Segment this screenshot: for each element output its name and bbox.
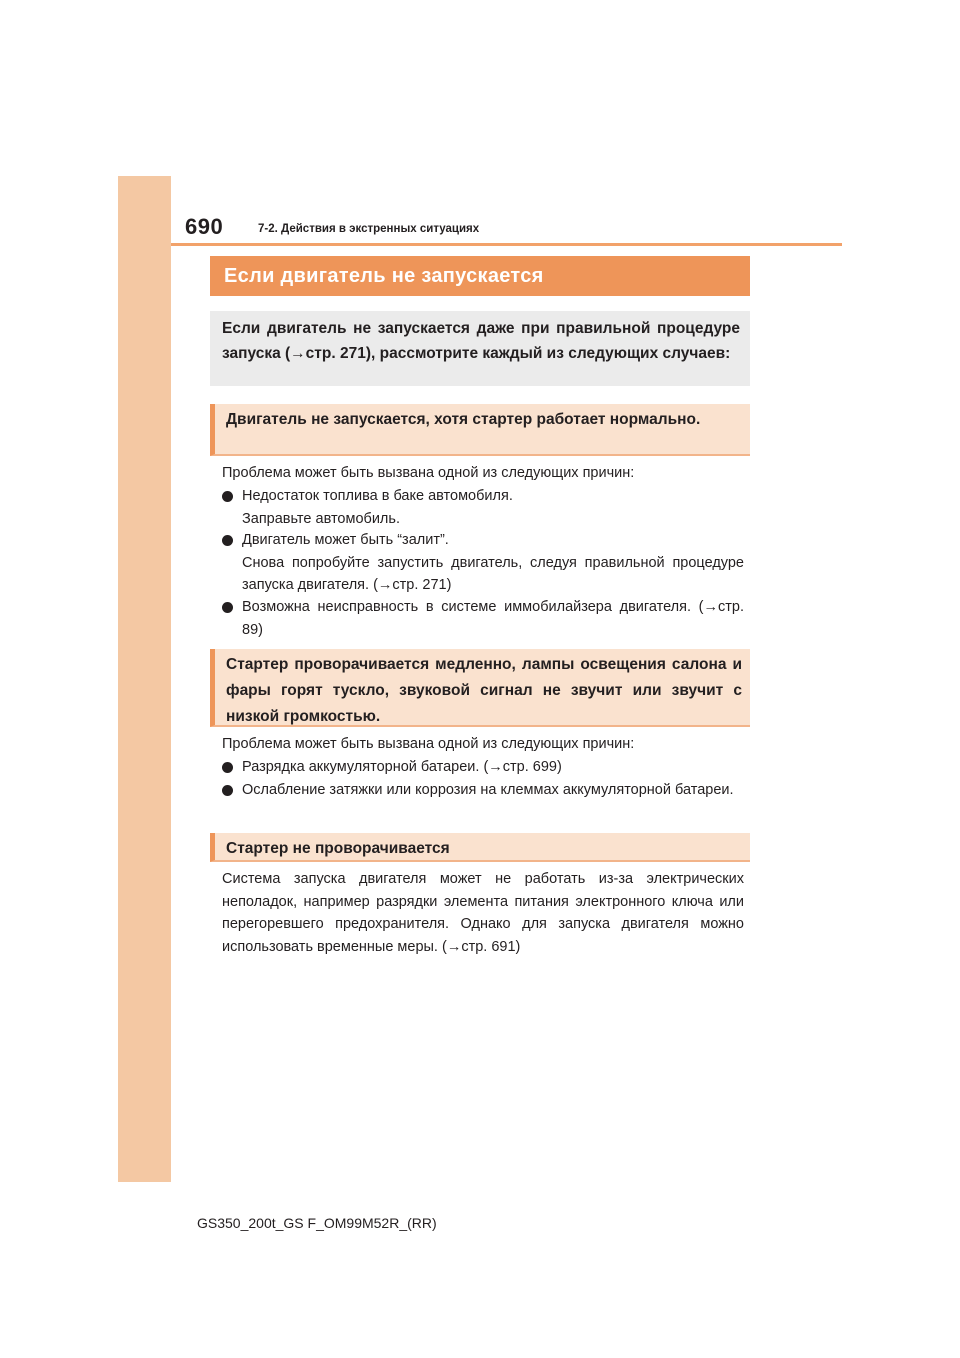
page-number: 690 [185,214,224,239]
bullet-text: Ослабление затяжки или коррозия на клеммах аккумуляторной батареи. [242,782,734,798]
section-heading-starter-slow: Стартер проворачивается медленно, лампы освещения салона и фары горят тускло, звуковой сигнал не звучит или звучит с низкой громкостью. [210,649,750,727]
list-item [222,485,744,530]
section-heading-starter-not-turning: Стартер не проворачивается [210,833,750,862]
bullet-text: Возможна неисправность в системе иммобилайзера двигателя. (→стр. 89) [242,599,744,638]
bullet-text: Двигатель может быть “залит”. [242,532,449,548]
side-tab-bar [118,176,171,1182]
list-item [222,779,744,802]
bullet-text: Недостаток топлива в баке автомобиля. [242,488,513,504]
bullet-text: Разрядка аккумуляторной батареи. (→стр. 699) [242,759,562,775]
bullet-icon [222,491,233,502]
header-rule [171,243,842,246]
footer-model-code: GS350_200t_GS F_OM99M52R_(RR) [197,1215,437,1231]
section-body: Система запуска двигателя может не работать из-за электрических неполадок, например разрядки элемента питания электронного ключа или перегоревшего предохранителя. Однако для запуска двигателя можно использовать временные меры. (→стр. 691) [222,871,744,955]
bullet-icon [222,602,233,613]
running-header: 7-2. Действия в экстренных ситуациях [258,223,480,235]
list-item [222,529,744,597]
page-title: Если двигатель не запускается [210,256,750,296]
section-lead: Проблема может быть вызвана одной из следующих причин: [222,736,635,752]
bullet-subtext: Снова попробуйте запустить двигатель, следуя правильной процедуре запуска двигателя. (→стр. 271) [242,554,744,593]
bullet-icon [222,762,233,773]
section-heading-starter-works: Двигатель не запускается, хотя стартер работает нормально. [210,404,750,456]
list-item [222,756,744,779]
bullet-subtext: Заправьте автомобиль. [242,510,400,527]
list-item [222,596,744,641]
section-lead: Проблема может быть вызвана одной из следующих причин: [222,465,635,481]
bullet-icon [222,785,233,796]
intro-box: Если двигатель не запускается даже при правильной процедуре запуска (→стр. 271), рассмотрите каждый из следующих случаев: [210,311,750,386]
bullet-icon [222,535,233,546]
